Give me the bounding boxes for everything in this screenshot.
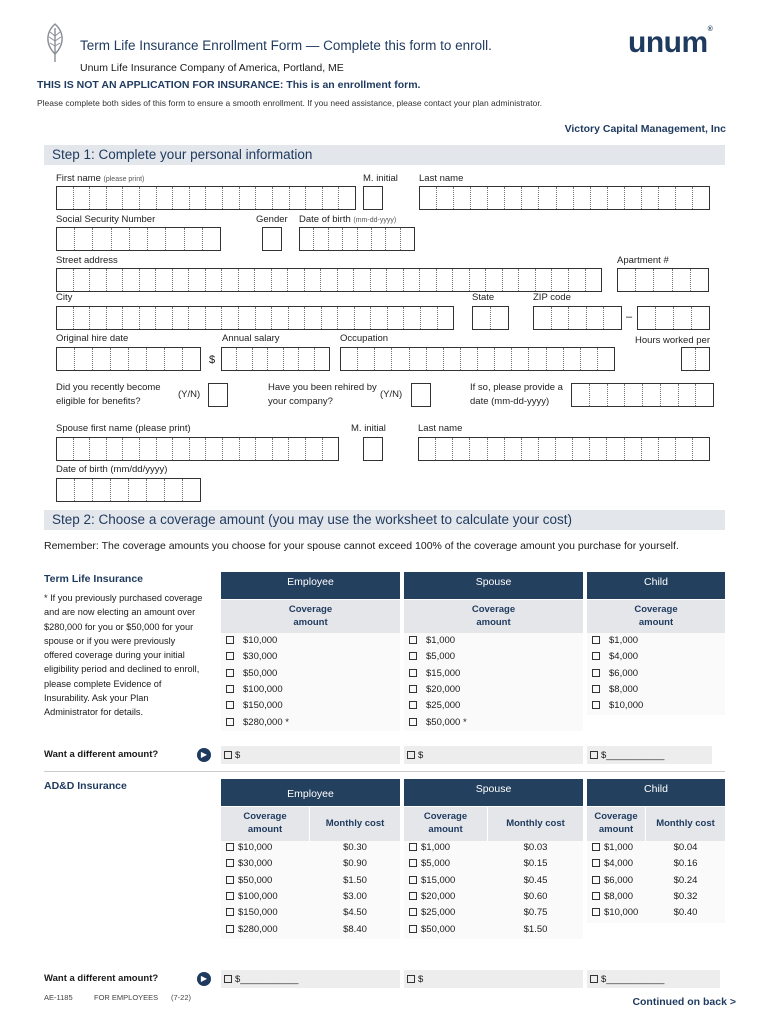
hours-label: Hours worked per — [635, 335, 710, 346]
state-label: State — [472, 292, 495, 303]
term-header-spouse: Spouse — [404, 572, 583, 599]
ssn-label: Social Security Number — [56, 214, 156, 225]
apartment-field[interactable] — [617, 268, 709, 292]
coverage-value: $100,000 — [243, 683, 283, 695]
term-employee-option[interactable] — [226, 684, 283, 695]
coverage-value: $10,000 — [609, 700, 644, 712]
coverage-value: $20,000 — [421, 890, 456, 902]
monthly-cost: $0.24 — [673, 874, 698, 886]
add-sub-spouse-cost: Monthly cost — [488, 807, 583, 841]
unum-logo-text: unum — [628, 26, 708, 59]
form-audience: FOR EMPLOYEES — [94, 993, 159, 1002]
checkbox[interactable] — [592, 876, 600, 884]
checkbox[interactable] — [409, 925, 417, 933]
checkbox[interactable] — [226, 925, 234, 933]
checkbox[interactable] — [592, 859, 600, 867]
monthly-cost: $4.50 — [343, 907, 367, 919]
term-header-child: Child — [587, 572, 725, 599]
checkbox[interactable] — [226, 685, 234, 693]
term-want-different-label: Want a different amount? — [44, 749, 159, 760]
term-spouse-option[interactable] — [409, 717, 467, 728]
coverage-value: $4,000 — [609, 651, 639, 663]
checkbox[interactable] — [592, 908, 600, 916]
coverage-value: $6,000 — [604, 874, 634, 886]
term-header-employee: Employee — [221, 572, 400, 599]
coverage-value: $5,000 — [421, 858, 451, 870]
add-header-spouse: Spouse — [404, 779, 583, 806]
checkbox[interactable] — [226, 876, 234, 884]
add-sub-child-amount: Coverage amount — [587, 807, 645, 841]
add-spouse-option[interactable] — [409, 891, 455, 902]
monthly-cost: $0.40 — [673, 907, 698, 919]
coverage-value: $1,000 — [426, 635, 456, 646]
add-employee-option[interactable] — [226, 875, 272, 886]
monthly-cost: $0.30 — [343, 842, 367, 853]
term-diff-employee[interactable]: $ — [221, 746, 400, 764]
coverage-value: $10,000 — [243, 635, 278, 646]
checkbox[interactable] — [409, 652, 417, 660]
add-employee-option[interactable] — [226, 924, 278, 935]
coverage-value: $150,000 — [243, 700, 283, 712]
spouse-first-label: Spouse first name (please print) — [56, 423, 191, 434]
add-diff-spouse[interactable]: $ — [404, 970, 583, 988]
ssn-field[interactable] — [56, 227, 221, 251]
add-title: AD&D Insurance — [44, 780, 127, 792]
street-label: Street address — [56, 255, 118, 266]
checkbox[interactable] — [226, 859, 234, 867]
coverage-value: $1,000 — [421, 842, 451, 853]
coverage-value: $25,000 — [421, 907, 456, 919]
checkbox[interactable] — [592, 636, 600, 644]
last-name-field[interactable] — [419, 186, 710, 210]
apartment-label: Apartment # — [617, 255, 669, 266]
occupation-field[interactable] — [340, 347, 615, 371]
rehired-field[interactable] — [411, 383, 431, 407]
coverage-value: $6,000 — [609, 667, 639, 679]
last-name-label: Last name — [419, 173, 464, 184]
monthly-cost: $3.00 — [343, 890, 367, 902]
step2-bar — [44, 510, 725, 530]
coverage-value: $100,000 — [238, 890, 278, 902]
checkbox[interactable] — [226, 636, 234, 644]
coverage-value: $150,000 — [238, 907, 278, 919]
checkbox[interactable] — [409, 892, 417, 900]
add-sub-spouse-amount: Coverage amount — [404, 807, 487, 841]
add-header-employee: Employee — [221, 779, 400, 806]
add-diff-employee[interactable]: $___________ — [221, 970, 400, 988]
form-date: (7-22) — [171, 993, 192, 1002]
add-sub-employee-amount: Coverage amount — [221, 807, 309, 841]
add-sub-child-cost: Monthly cost — [646, 807, 725, 841]
add-child-option[interactable] — [592, 891, 633, 902]
state-field[interactable] — [472, 306, 509, 330]
zip-field[interactable] — [533, 306, 622, 330]
coverage-value: $280,000 — [238, 923, 278, 935]
term-life-note: * If you previously purchased coverage and are now electing an amount over $280,000 for you or $50,000 for your spouse or if you were previously offered coverage during your initial eligibility period and declined to enroll, please complete Evidence of Insurability. Ask your Plan Administrator for details. — [44, 593, 203, 718]
add-sub-employee-cost: Monthly cost — [310, 807, 400, 841]
monthly-cost: $0.45 — [523, 874, 548, 886]
first-name-label: First name (please print) — [56, 173, 145, 184]
checkbox[interactable] — [226, 718, 234, 726]
gender-field[interactable] — [262, 227, 282, 251]
m-initial-label: M. initial — [363, 173, 398, 184]
term-employee-option[interactable] — [226, 651, 277, 662]
add-child-option[interactable] — [592, 875, 633, 886]
zip-label: ZIP code — [533, 292, 571, 303]
term-employee-option[interactable] — [226, 668, 277, 679]
checkbox[interactable] — [226, 652, 234, 660]
add-spouse-option[interactable] — [409, 858, 450, 869]
checkbox[interactable] — [409, 908, 417, 916]
eligible-question: Did you recently become eligible for benefits? — [56, 382, 161, 407]
term-child-option[interactable] — [592, 635, 638, 646]
hire-date-field[interactable] — [56, 347, 201, 371]
monthly-cost: $0.04 — [673, 842, 698, 853]
checkbox[interactable] — [409, 669, 417, 677]
term-spouse-option[interactable] — [409, 684, 460, 695]
coverage-value: $15,000 — [426, 667, 461, 679]
add-employee-option[interactable] — [226, 842, 272, 853]
coverage-value: $30,000 — [243, 651, 278, 663]
add-header-child: Child — [587, 779, 725, 806]
continued-on-back: Continued on back > — [632, 996, 736, 1008]
checkbox[interactable] — [409, 876, 417, 884]
coverage-value: $20,000 — [426, 683, 461, 695]
first-name-field[interactable] — [56, 186, 356, 210]
monthly-cost: $1.50 — [343, 874, 367, 886]
checkbox[interactable] — [409, 636, 417, 644]
term-sub-employee: Coverage amount — [221, 600, 400, 633]
spouse-m-initial-label: M. initial — [351, 423, 386, 434]
rehire-date-field[interactable] — [571, 383, 714, 407]
add-employee-option[interactable] — [226, 858, 272, 869]
salary-field[interactable] — [221, 347, 330, 371]
checkbox[interactable] — [592, 669, 600, 677]
rehire-date-question: If so, please provide a date (mm-dd-yyyy) — [470, 382, 563, 407]
spouse-last-label: Last name — [418, 423, 463, 434]
coverage-value: $50,000 * — [426, 716, 467, 728]
employer-name: Victory Capital Management, Inc — [564, 123, 726, 135]
add-diff-child[interactable]: $___________ — [587, 970, 720, 988]
monthly-cost: $0.16 — [673, 858, 698, 870]
checkbox[interactable] — [409, 718, 417, 726]
occupation-label: Occupation — [340, 333, 389, 344]
coverage-value: $15,000 — [421, 874, 456, 886]
add-spouse-option[interactable] — [409, 907, 455, 918]
term-spouse-option[interactable] — [409, 651, 455, 662]
form-id: AE-1185 — [44, 993, 73, 1002]
coverage-value: $10,000 — [238, 842, 273, 853]
form-title: Term Life Insurance Enrollment Form — Complete this form to enroll. — [80, 38, 492, 53]
checkbox[interactable] — [592, 843, 600, 851]
eligible-field[interactable] — [208, 383, 228, 407]
spouse-last-field[interactable] — [418, 437, 710, 461]
checkbox[interactable] — [409, 843, 417, 851]
term-diff-spouse[interactable]: $ — [404, 746, 583, 764]
play-arrow-icon: ▶ — [197, 972, 211, 986]
term-child-option[interactable] — [592, 700, 643, 711]
play-arrow-icon: ▶ — [197, 748, 211, 762]
instructions: Please complete both sides of this form to ensure a smooth enrollment. If you need assistance, please contact your plan administrator. — [37, 98, 543, 108]
coverage-value: $8,000 — [609, 683, 639, 695]
not-application-notice: THIS IS NOT AN APPLICATION FOR INSURANCE: This is an enrollment form. — [37, 79, 421, 91]
checkbox[interactable] — [226, 843, 234, 851]
spouse-first-field[interactable] — [56, 437, 339, 461]
checkbox[interactable] — [592, 701, 600, 709]
add-spouse-option[interactable] — [409, 924, 455, 935]
term-spouse-option[interactable] — [409, 635, 455, 646]
add-child-option[interactable] — [592, 842, 633, 853]
monthly-cost: $0.60 — [523, 890, 548, 902]
city-field[interactable] — [56, 306, 454, 330]
term-child-option[interactable] — [592, 684, 638, 695]
monthly-cost: $0.03 — [523, 842, 548, 853]
checkbox[interactable] — [226, 701, 234, 709]
company-line: Unum Life Insurance Company of America, Portland, ME — [80, 62, 344, 74]
monthly-cost: $8.40 — [343, 923, 367, 935]
spouse-dob-field[interactable] — [56, 478, 201, 502]
term-sub-child: Coverage amount — [587, 600, 725, 633]
coverage-value: $50,000 — [421, 923, 456, 935]
term-life-title: Term Life Insurance — [44, 573, 144, 585]
dob-field[interactable] — [299, 227, 415, 251]
eligible-yn: (Y/N) — [178, 389, 201, 400]
term-diff-child[interactable]: $___________ — [587, 746, 712, 764]
checkbox[interactable] — [592, 892, 600, 900]
coverage-value: $10,000 — [604, 907, 639, 919]
coverage-value: $5,000 — [426, 651, 456, 663]
coverage-value: $50,000 — [243, 667, 278, 679]
step2-title: Step 2: Choose a coverage amount (you may use the worksheet to calculate your cost) — [52, 512, 573, 527]
monthly-cost: $0.75 — [523, 907, 548, 919]
coverage-value: $30,000 — [238, 858, 273, 870]
street-field[interactable] — [56, 268, 602, 292]
checkbox[interactable] — [226, 908, 234, 916]
add-employee-option[interactable] — [226, 907, 278, 918]
step1-bar — [44, 145, 725, 165]
monthly-cost: $0.32 — [673, 890, 698, 902]
salary-dollar-sign: $ — [209, 354, 216, 366]
checkbox[interactable] — [592, 652, 600, 660]
hours-field[interactable] — [681, 347, 710, 371]
spouse-dob-label: Date of birth (mm/dd/yyyy) — [56, 464, 168, 475]
monthly-cost: $1.50 — [523, 923, 548, 935]
hire-date-label: Original hire date — [56, 333, 129, 344]
coverage-value: $50,000 — [238, 874, 273, 886]
zip-dash: – — [626, 311, 633, 323]
coverage-value: $280,000 * — [243, 716, 289, 728]
add-child-option[interactable] — [592, 858, 633, 869]
coverage-value: $1,000 — [604, 842, 634, 853]
monthly-cost: $0.15 — [523, 858, 548, 870]
term-spouse-option[interactable] — [409, 700, 460, 711]
term-child-option[interactable] — [592, 668, 638, 679]
checkbox[interactable] — [226, 892, 234, 900]
term-sub-spouse: Coverage amount — [404, 600, 583, 633]
checkbox[interactable] — [409, 685, 417, 693]
term-employee-option[interactable] — [226, 717, 289, 728]
coverage-value: $8,000 — [604, 890, 634, 902]
add-employee-option[interactable] — [226, 891, 278, 902]
coverage-value: $25,000 — [426, 700, 461, 712]
checkbox[interactable] — [592, 685, 600, 693]
add-spouse-option[interactable] — [409, 842, 450, 853]
term-employee-option[interactable] — [226, 700, 283, 711]
zip-ext-field[interactable] — [637, 306, 710, 330]
checkbox[interactable] — [409, 701, 417, 709]
step1-title: Step 1: Complete your personal information — [52, 147, 313, 162]
term-employee-option[interactable] — [226, 635, 277, 646]
monthly-cost: $0.90 — [343, 858, 367, 870]
remember-note: Remember: The coverage amounts you choose for your spouse cannot exceed 100% of the coverage amount you purchase for yourself. — [44, 540, 679, 552]
term-child-option[interactable] — [592, 651, 638, 662]
salary-label: Annual salary — [222, 333, 280, 344]
unum-logo: unum® — [628, 26, 713, 59]
add-child-option[interactable] — [592, 907, 638, 918]
spouse-m-initial-field[interactable] — [363, 437, 383, 461]
add-want-different-label: Want a different amount? — [44, 973, 159, 984]
leaf-logo-icon — [44, 22, 66, 67]
m-initial-field[interactable] — [363, 186, 383, 210]
checkbox[interactable] — [226, 669, 234, 677]
section-divider — [44, 771, 725, 772]
add-spouse-option[interactable] — [409, 875, 455, 886]
coverage-value: $4,000 — [604, 858, 634, 870]
checkbox[interactable] — [409, 859, 417, 867]
city-label: City — [56, 292, 73, 303]
coverage-value: $1,000 — [609, 635, 639, 646]
gender-label: Gender — [256, 214, 288, 225]
rehired-question: Have you been rehired by your company? — [268, 382, 377, 407]
term-spouse-option[interactable] — [409, 668, 460, 679]
rehired-yn: (Y/N) — [380, 389, 403, 400]
dob-label: Date of birth (mm-dd-yyyy) — [299, 214, 397, 225]
